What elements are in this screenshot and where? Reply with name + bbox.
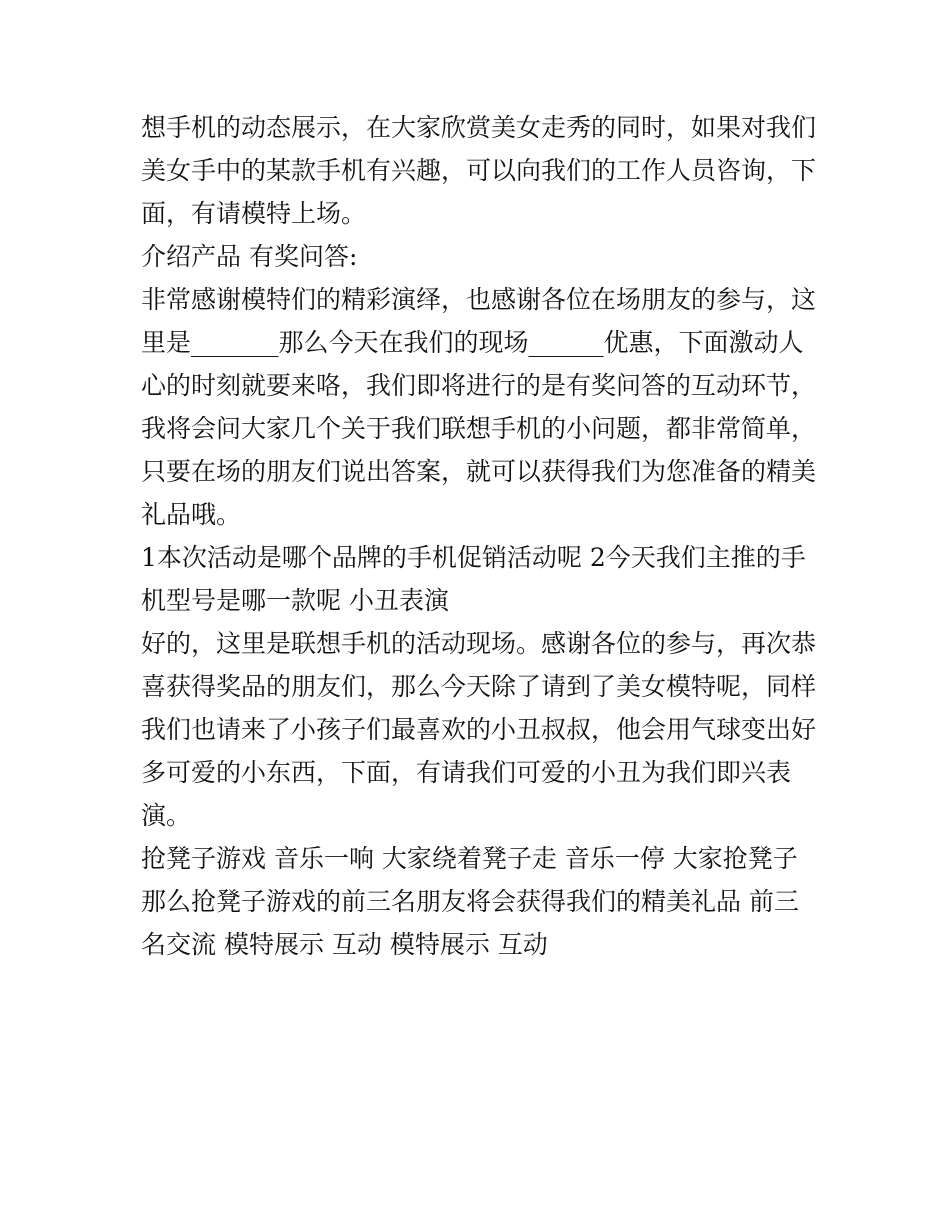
text-line: 心的时刻就要来咯，我们即将进行的是有奖问答的互动环节， [141,371,817,400]
text-line: 我们也请来了小孩子们最喜欢的小丑叔叔，他会用气球变出好 [141,715,817,744]
text-line: 里是_______那么今天在我们的现场______优惠，下面激动人 [141,328,804,357]
text-line: 那么抢凳子游戏的前三名朋友将会获得我们的精美礼品 前三 [141,887,799,916]
text-line: 喜获得奖品的朋友们，那么今天除了请到了美女模特呢，同样 [141,672,817,701]
text-line: 1本次活动是哪个品牌的手机促销活动呢 2今天我们主推的手 [141,543,806,572]
text-line: 面，有请模特上场。 [141,199,367,228]
text-line: 只要在场的朋友们说出答案，就可以获得我们为您准备的精美 [141,457,817,486]
text-line: 抢凳子游戏 音乐一响 大家绕着凳子走 音乐一停 大家抢凳子 [141,844,798,873]
text-line: 好的，这里是联想手机的活动现场。感谢各位的参与，再次恭 [141,629,817,658]
text-line: 机型号是哪一款呢 小丑表演 [141,586,449,615]
text-line: 礼品哦。 [141,500,242,529]
text-line: 想手机的动态展示，在大家欣赏美女走秀的同时，如果对我们 [141,113,817,142]
text-line: 多可爱的小东西，下面，有请我们可爱的小丑为我们即兴表 [141,758,792,787]
text-line: 我将会问大家几个关于我们联想手机的小问题，都非常简单， [141,414,817,443]
section-heading: 介绍产品 有奖问答: [141,242,358,271]
text-line: 非常感谢模特们的精彩演绎，也感谢各位在场朋友的参与，这 [141,285,817,314]
document-body [141,106,821,966]
text-line: 名交流 模特展示 互动 模特展示 互动 [141,930,548,959]
text-line: 演。 [141,801,192,830]
text-line: 美女手中的某款手机有兴趣，可以向我们的工作人员咨询，下 [141,156,817,185]
